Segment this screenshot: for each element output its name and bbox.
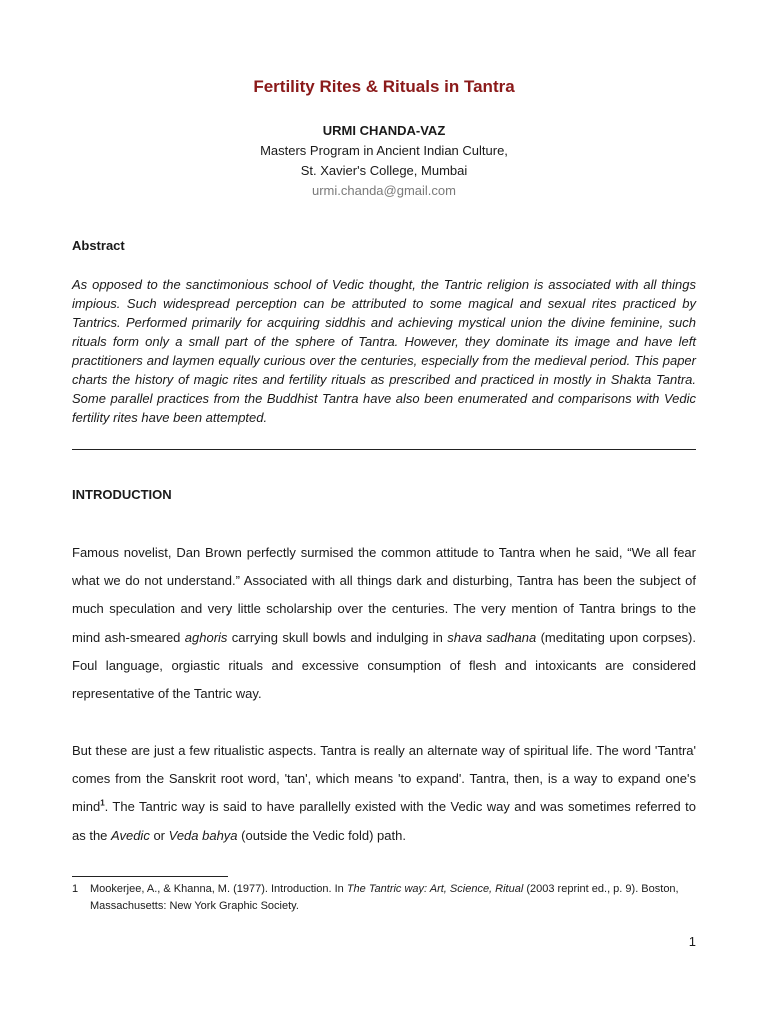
- paper-title: Fertility Rites & Rituals in Tantra: [253, 77, 515, 96]
- italic-term: The Tantric way: Art, Science, Ritual: [346, 883, 524, 895]
- footnote-number: 1: [72, 883, 79, 895]
- italic-term: aghoris: [184, 629, 228, 645]
- text-run: . The Tantric way is said to have parallelly existed with the Vedic way and was sometimes referred to as the: [72, 799, 696, 843]
- introduction-paragraph-1: [72, 539, 696, 708]
- introduction-paragraph-2: [72, 737, 696, 850]
- author-program: Masters Program in Ancient Indian Culture,: [260, 143, 508, 158]
- footnote-divider: [72, 876, 228, 877]
- section-divider: [72, 449, 696, 450]
- author-name: URMI CHANDA-VAZ: [322, 123, 446, 138]
- text-run: carrying skull bowls and indulging in: [227, 629, 448, 645]
- text-run: (outside the Vedic fold) path.: [237, 827, 406, 843]
- italic-term: shava sadhana: [447, 629, 537, 645]
- text-run: or: [149, 827, 169, 843]
- text-run: (meditating upon corpses). Foul language, orgiastic rituals and excessive consumption of flesh and intoxicants are considered representative of the Tantric way.: [72, 629, 696, 702]
- italic-term: Veda bahya: [168, 827, 238, 843]
- page-number: 1: [688, 934, 696, 949]
- abstract-body: As opposed to the sanctimonious school of Vedic thought, the Tantric religion is associated with all things impious. Such widespread perception can be attributed to some magical and sexual rites practiced by Tantrics. Performed primarily for acquiring siddhis and achieving mystical union the divine feminine, such rituals form only a small part of the sphere of Tantra. However, they dominate its image and have left practitioners and laymen equally curious over the centuries, especially from the medieval period. This paper charts the history of magic rites and fertility rituals as prescribed and practiced in mostly in Shakta Tantra. Some parallel practices from the Buddhist Tantra have also been enumerated and comparisons with Vedic fertility rites have been attempted.: [72, 277, 696, 425]
- author-email[interactable]: urmi.chanda@gmail.com: [312, 183, 456, 198]
- text-run: But these are just a few ritualistic aspects. Tantra is really an alternate way of spiritual life. The word 'Tantra' comes from the Sanskrit root word, 'tan', which means 'to expand'. Tantra, then, is a way to expand one's mind: [72, 743, 696, 815]
- footnote: [72, 881, 696, 915]
- footnote-reference[interactable]: 1: [100, 799, 105, 809]
- text-run: (2003 reprint ed., p. 9). Boston, Massachusetts: New York Graphic Society.: [90, 883, 679, 912]
- text-run: Mookerjee, A., & Khanna, M. (1977). Introduction. In: [90, 883, 347, 895]
- author-block: [0, 121, 768, 201]
- author-institution: St. Xavier's College, Mumbai: [300, 163, 468, 178]
- introduction-heading: INTRODUCTION: [72, 487, 172, 502]
- footnote-text: [90, 881, 696, 915]
- italic-term: Avedic: [111, 827, 150, 843]
- text-run: Famous novelist, Dan Brown perfectly surmised the common attitude to Tantra when he said, “We all fear what we do not understand.” Associated with all things dark and disturbing, Tantra has been the subject of much speculation and very little scholarship over the centuries. The very mention of Tantra brings to the mind ash-smeared: [72, 545, 696, 645]
- abstract-heading: Abstract: [72, 238, 125, 253]
